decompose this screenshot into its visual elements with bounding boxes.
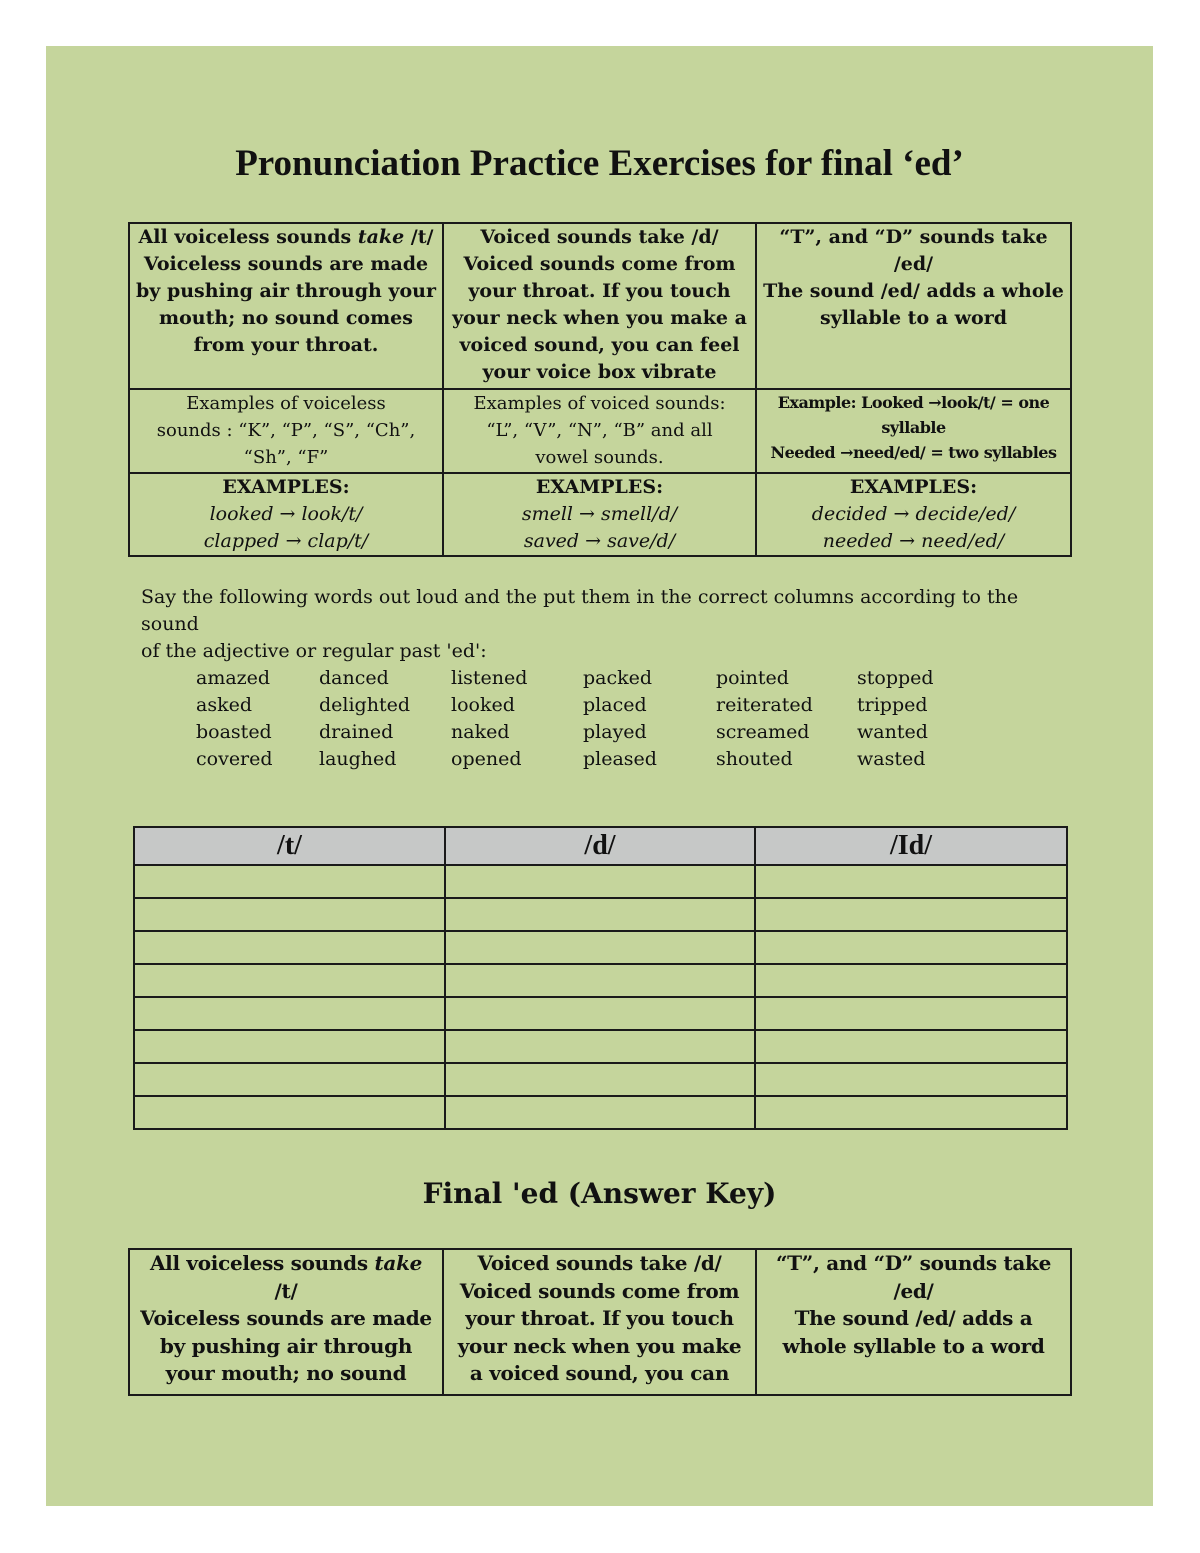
answer-cell[interactable] — [134, 931, 445, 964]
table-row — [134, 898, 1067, 931]
page-title: Pronunciation Practice Exercises for final ‘ed’ — [235, 143, 964, 184]
word: amazed — [196, 667, 271, 689]
answer-cell[interactable] — [755, 997, 1067, 1030]
word: played — [583, 721, 647, 743]
answer-cell[interactable] — [134, 1030, 445, 1063]
table-row — [134, 1096, 1067, 1129]
answer-cell[interactable] — [445, 898, 755, 931]
word: looked — [451, 694, 515, 716]
answer-cell[interactable] — [755, 1096, 1067, 1129]
answer-cell[interactable] — [134, 865, 445, 898]
answer-cell[interactable] — [134, 997, 445, 1030]
answer-cell[interactable] — [134, 1063, 445, 1096]
answer-cell[interactable] — [755, 898, 1067, 931]
table-row — [134, 1030, 1067, 1063]
word-column-5 — [716, 665, 813, 773]
sorting-table-header — [134, 827, 1067, 865]
examples-d: EXAMPLES: smell → smell/d/ saved → save/d/ — [443, 473, 756, 556]
voiced-sound-examples: Examples of voiced sounds: “L”, “V”, “N”, “B” and all vowel sounds. — [443, 389, 756, 473]
word-column-3 — [451, 665, 527, 773]
table-row — [134, 964, 1067, 997]
word: covered — [196, 748, 273, 770]
worksheet-page — [46, 46, 1153, 1506]
word: screamed — [716, 721, 810, 743]
answer-cell[interactable] — [755, 1063, 1067, 1096]
word: drained — [319, 721, 394, 743]
rule-voiceless: All voiceless sounds take /t/ Voiceless sounds are made by pushing air through your mouth; no sound comes from your throat. — [129, 223, 443, 389]
word: shouted — [716, 748, 793, 770]
answer-cell[interactable] — [445, 865, 755, 898]
word-column-4 — [583, 665, 657, 773]
word: packed — [583, 667, 653, 689]
answer-key-table — [128, 1248, 1072, 1396]
answer-cell[interactable] — [445, 1063, 755, 1096]
answer-cell[interactable] — [755, 931, 1067, 964]
answer-cell[interactable] — [134, 898, 445, 931]
answer-cell[interactable] — [134, 964, 445, 997]
answer-cell[interactable] — [445, 997, 755, 1030]
instructions: Say the following words out loud and the put them in the correct columns according to the sound of the adjective or regular past 'ed': — [141, 586, 1019, 662]
answer-cell[interactable] — [755, 865, 1067, 898]
answer-key-row — [129, 1249, 1071, 1395]
word-column-2 — [319, 665, 410, 773]
word: boasted — [196, 721, 272, 743]
word: stopped — [857, 667, 934, 689]
answer-cell[interactable] — [755, 964, 1067, 997]
answer-cell[interactable] — [445, 1030, 755, 1063]
key-voiceless: All voiceless sounds take /t/ Voiceless sounds are made by pushing air through your mouth; no sound — [129, 1249, 443, 1395]
answer-cell[interactable] — [134, 1096, 445, 1129]
word: tripped — [857, 694, 928, 716]
sorting-table — [133, 826, 1068, 1130]
rules-table — [128, 222, 1072, 557]
word: delighted — [319, 694, 411, 716]
word-column-6 — [857, 665, 934, 773]
word: placed — [583, 694, 647, 716]
key-t-d: “T”, and “D” sounds take /ed/ The sound /ed/ adds a whole syllable to a word — [756, 1249, 1071, 1395]
word: wasted — [857, 748, 926, 770]
word: asked — [196, 694, 252, 716]
table-row — [134, 997, 1067, 1030]
rules-row-sounds — [129, 389, 1071, 473]
word: opened — [451, 748, 522, 770]
word: pleased — [583, 748, 657, 770]
rules-row-definitions — [129, 223, 1071, 389]
rule-t-d: “T”, and “D” sounds take /ed/ The sound /ed/ adds a whole syllable to a word — [756, 223, 1071, 389]
word: laughed — [319, 748, 397, 770]
word-column-1 — [196, 665, 273, 773]
key-voiced: Voiced sounds take /d/ Voiced sounds come from your throat. If you touch your neck when you make a voiced sound, you can — [443, 1249, 756, 1395]
answer-cell[interactable] — [755, 1030, 1067, 1063]
word: pointed — [716, 667, 789, 689]
word: wanted — [857, 721, 928, 743]
answer-cell[interactable] — [445, 931, 755, 964]
table-row — [134, 1063, 1067, 1096]
table-row — [134, 931, 1067, 964]
answer-cell[interactable] — [445, 964, 755, 997]
table-row — [134, 865, 1067, 898]
examples-t: EXAMPLES: looked → look/t/ clapped → clap/t/ — [129, 473, 443, 556]
column-header-t: /t/ — [134, 827, 445, 865]
voiceless-sound-examples: Examples of voiceless sounds : “K”, “P”, “S”, “Ch”, “Sh”, “F” — [129, 389, 443, 473]
syllable-examples: Example: Looked →look/t/ = one syllable Needed →need/ed/ = two syllables — [756, 389, 1071, 473]
answer-cell[interactable] — [445, 1096, 755, 1129]
word: danced — [319, 667, 389, 689]
examples-ed: EXAMPLES: decided → decide/ed/ needed → need/ed/ — [756, 473, 1071, 556]
column-header-d: /d/ — [445, 827, 755, 865]
rule-voiced: Voiced sounds take /d/ Voiced sounds come from your throat. If you touch your neck when you make a voiced sound, you can feel your voice box vibrate — [443, 223, 756, 389]
word: naked — [451, 721, 510, 743]
rules-row-examples — [129, 473, 1071, 556]
word: reiterated — [716, 694, 813, 716]
word: listened — [451, 667, 528, 689]
answer-key-title: Final 'ed (Answer Key) — [422, 1177, 777, 1210]
column-header-id: /Id/ — [755, 827, 1067, 865]
